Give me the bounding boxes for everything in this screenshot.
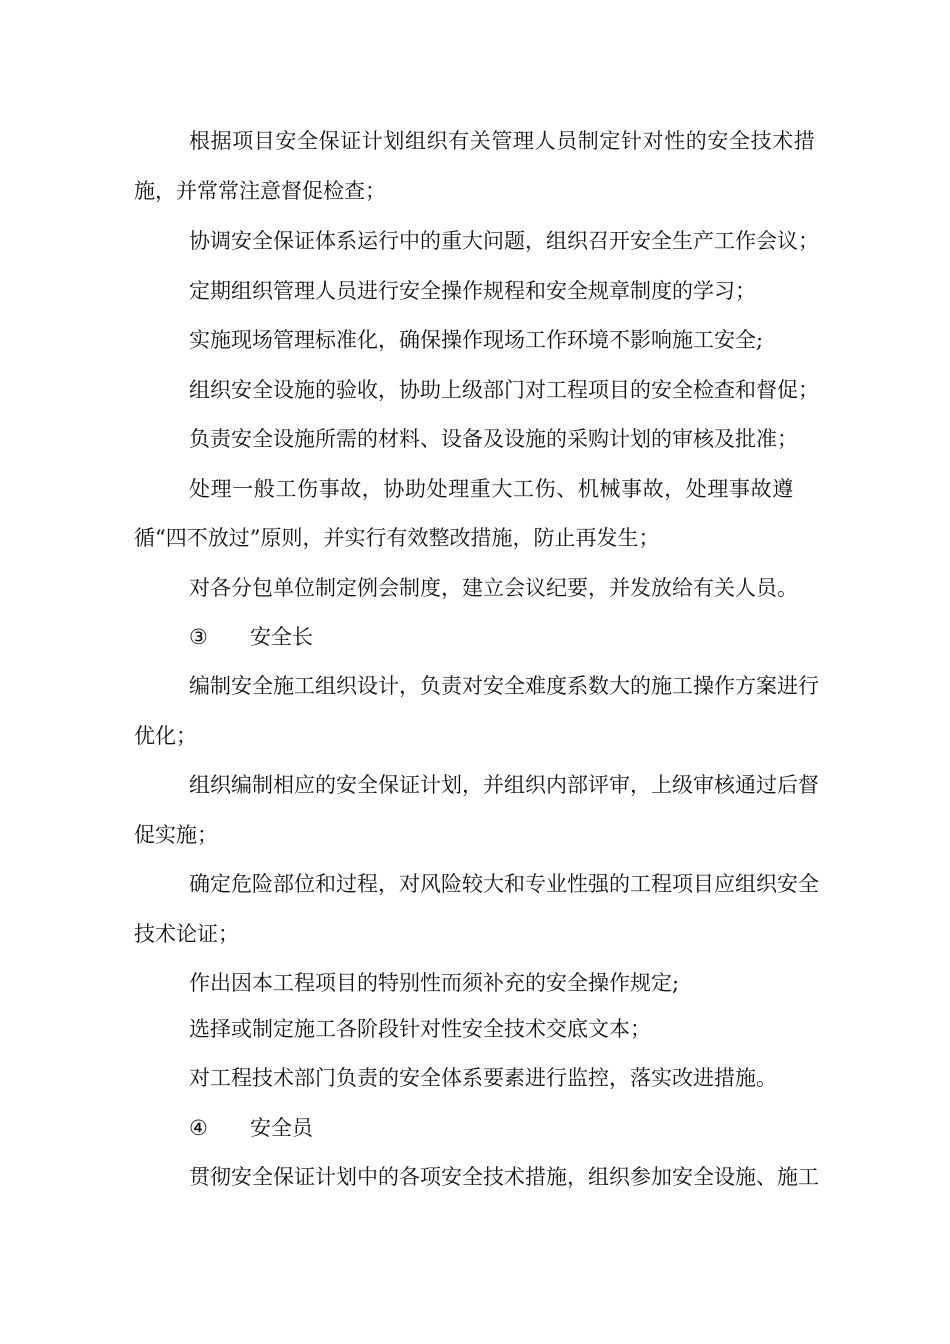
paragraph-line: 组织安全设施的验收，协助上级部门对工程项目的安全检查和督促；	[189, 378, 819, 402]
paragraph-line: 作出因本工程项目的特别性而须补充的安全操作规定;	[189, 971, 680, 995]
paragraph-line: 处理一般工伤事故，协助处理重大工伤、机械事故，处理事故遵	[189, 477, 794, 501]
paragraph-line: 优化；	[134, 724, 197, 748]
paragraph-line: 实施现场管理标准化，确保操作现场工作环境不影响施工安全;	[189, 328, 764, 352]
paragraph-line: 循“四不放过”原则，并实行有效整改措施，防止再发生；	[134, 526, 660, 550]
paragraph-line: 选择或制定施工各阶段针对性安全技术交底文本；	[189, 1017, 651, 1041]
paragraph-line: 定期组织管理人员进行安全操作规程和安全规章制度的学习；	[189, 279, 756, 303]
paragraph-line: 贯彻安全保证计划中的各项安全技术措施，组织参加安全设施、施工	[189, 1165, 819, 1189]
paragraph-line: 对工程技术部门负责的安全体系要素进行监控，落实改进措施。	[189, 1066, 777, 1090]
paragraph-line: 施，并常常注意督促检查；	[134, 179, 386, 203]
paragraph-line: 协调安全保证体系运行中的重大问题，组织召开安全生产工作会议；	[189, 229, 819, 253]
paragraph-line: 确定危险部位和过程，对风险较大和专业性强的工程项目应组织安全	[189, 872, 819, 896]
section-heading: 安全员	[250, 1116, 313, 1140]
paragraph-line: 促实施；	[134, 823, 218, 847]
paragraph-line: 对各分包单位制定例会制度，建立会议纪要，并发放给有关人员。	[189, 576, 798, 600]
paragraph-line: 编制安全施工组织设计，负责对安全难度系数大的施工操作方案进行	[189, 674, 819, 698]
paragraph-line: 根据项目安全保证计划组织有关管理人员制定针对性的安全技术措	[189, 129, 816, 153]
paragraph-line: 组织编制相应的安全保证计划，并组织内部评审，上级审核通过后督	[189, 773, 819, 797]
section-number: ④	[189, 1116, 208, 1140]
paragraph-line: 技术论证；	[134, 922, 239, 946]
section-number: ③	[189, 625, 208, 649]
section-heading: 安全长	[250, 625, 313, 649]
paragraph-line: 负责安全设施所需的材料、设备及设施的采购计划的审核及批准；	[189, 427, 798, 451]
